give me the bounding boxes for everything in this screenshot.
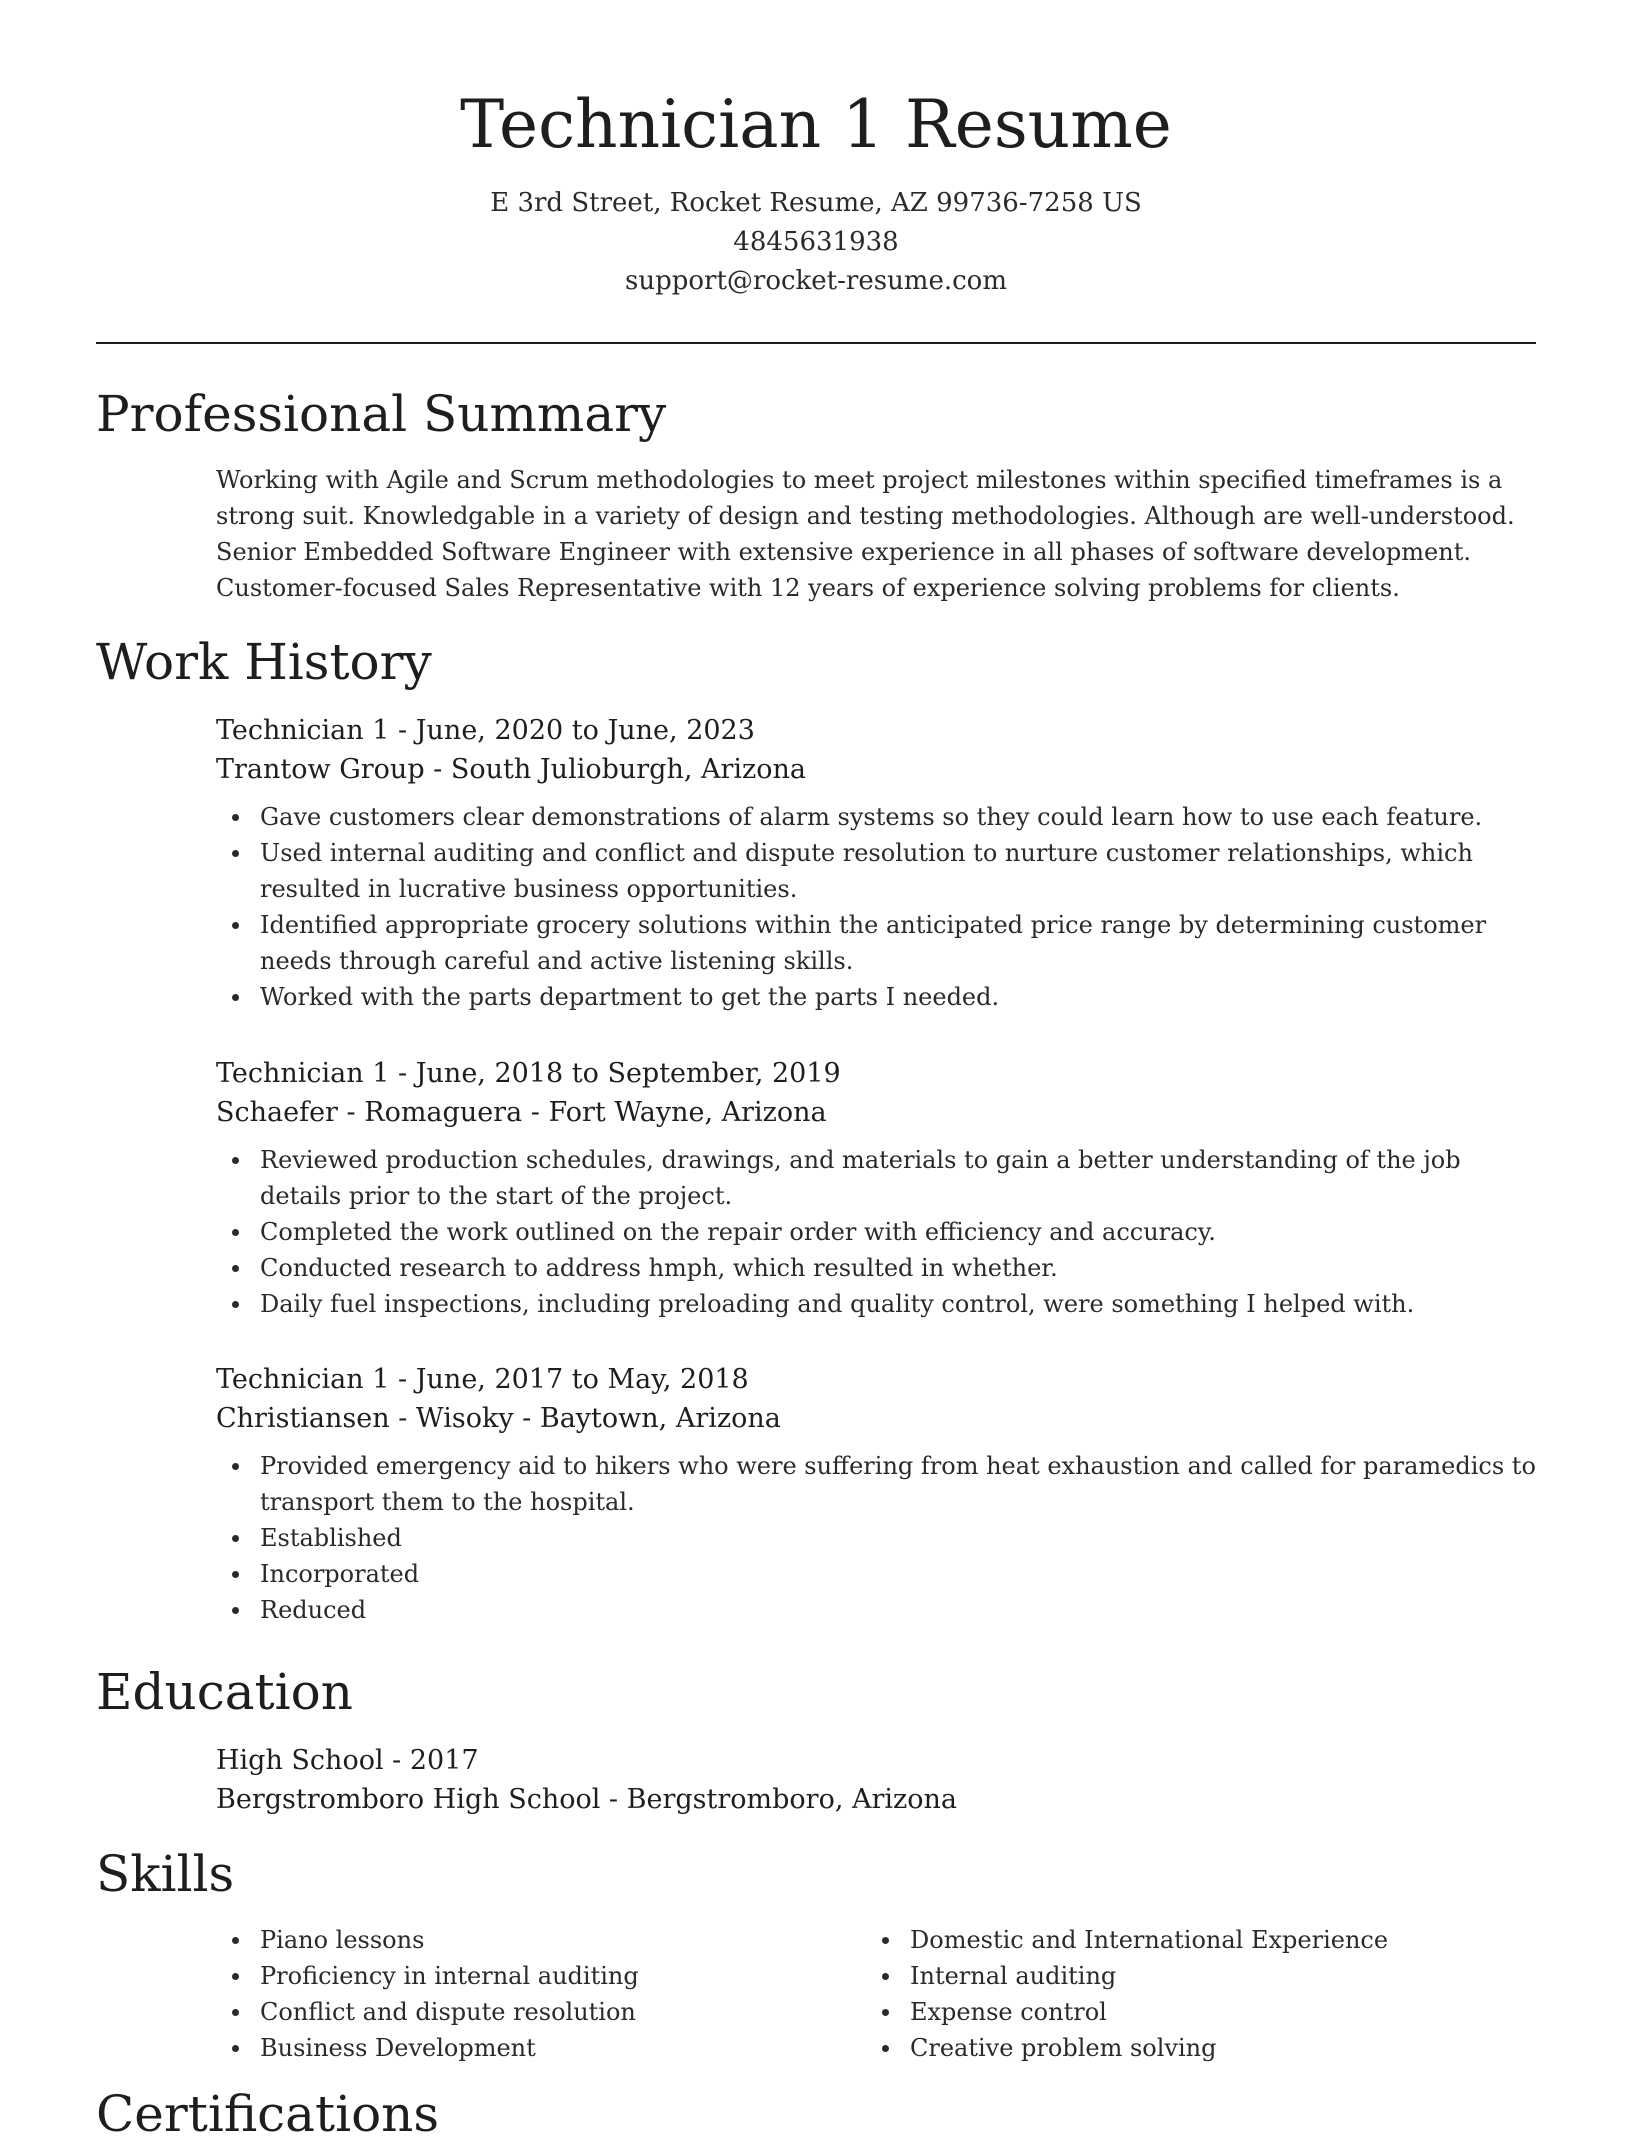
skill-item: Business Development <box>260 2030 639 2066</box>
job-title: Technician 1 - June, 2018 to September, 2019 <box>216 1058 841 1089</box>
page-title: Technician 1 Resume <box>460 86 1172 163</box>
skill-item: Expense control <box>910 1994 1388 2030</box>
skill-item: Internal auditing <box>910 1958 1388 1994</box>
job-bullet: Worked with the parts department to get the parts I needed. <box>260 979 1536 1015</box>
education-entry <box>216 1741 1536 1819</box>
summary-line: Senior Embedded Software Engineer with extensive experience in all phases of software development. <box>216 538 1471 566</box>
job-bullets <box>216 799 1536 1015</box>
resume-header <box>0 80 1632 301</box>
summary-text <box>216 462 1536 606</box>
job-title: Technician 1 - June, 2020 to June, 2023 <box>216 715 755 746</box>
skills-column-left <box>216 1922 639 2066</box>
job-bullet: Daily fuel inspections, including preloading and quality control, were something I helped with. <box>260 1286 1536 1322</box>
job-bullets <box>216 1448 1536 1628</box>
job-bullet: Completed the work outlined on the repair order with efficiency and accuracy. <box>260 1214 1536 1250</box>
section-heading-summary: Professional Summary <box>96 385 667 443</box>
job-bullet: Established <box>260 1520 1536 1556</box>
skills-column-right <box>866 1922 1388 2066</box>
section-heading-work-history: Work History <box>96 633 432 691</box>
section-heading-skills: Skills <box>96 1845 235 1903</box>
skill-item: Proficiency in internal auditing <box>260 1958 639 1994</box>
job-bullet: Gave customers clear demonstrations of alarm systems so they could learn how to use each feature. <box>260 799 1536 835</box>
job-bullet: Identified appropriate grocery solutions within the anticipated price range by determining customer needs through careful and active listening skills. <box>260 907 1536 979</box>
skill-item: Conflict and dispute resolution <box>260 1994 639 2030</box>
skills-list <box>216 1922 1536 2072</box>
job-bullet: Reviewed production schedules, drawings, and materials to gain a better understanding of the job details prior to the start of the project. <box>260 1142 1536 1214</box>
contact-address: E 3rd Street, Rocket Resume, AZ 99736-7258 US <box>490 188 1142 218</box>
section-heading-education: Education <box>96 1663 353 1721</box>
job-bullet: Conducted research to address hmph, which resulted in whether. <box>260 1250 1536 1286</box>
contact-block <box>0 184 1632 301</box>
summary-line: Customer-focused Sales Representative with 12 years of experience solving problems for clients. <box>216 574 1400 602</box>
skill-item: Piano lessons <box>260 1922 639 1958</box>
summary-line: strong suit. Knowledgable in a variety of design and testing methodologies. Although are well-understood. <box>216 502 1515 530</box>
education-degree: High School - 2017 <box>216 1745 479 1776</box>
skill-item: Creative problem solving <box>910 2030 1388 2066</box>
job-company: Schaefer - Romaguera - Fort Wayne, Arizona <box>216 1097 827 1128</box>
job-entry <box>216 711 1536 1015</box>
job-entry <box>216 1054 1536 1322</box>
job-bullets <box>216 1142 1536 1322</box>
education-school: Bergstromboro High School - Bergstromboro, Arizona <box>216 1784 957 1815</box>
job-title: Technician 1 - June, 2017 to May, 2018 <box>216 1364 749 1395</box>
header-divider <box>96 342 1536 344</box>
job-bullet: Reduced <box>260 1592 1536 1628</box>
contact-email: support@rocket-resume.com <box>624 266 1007 296</box>
contact-phone: 4845631938 <box>733 227 899 257</box>
summary-line: Working with Agile and Scrum methodologies to meet project milestones within specified timeframes is a <box>216 466 1503 494</box>
job-company: Christiansen - Wisoky - Baytown, Arizona <box>216 1403 781 1434</box>
job-bullet: Provided emergency aid to hikers who were suffering from heat exhaustion and called for paramedics to transport them to the hospital. <box>260 1448 1536 1520</box>
job-bullet: Used internal auditing and conflict and dispute resolution to nurture customer relationships, which resulted in lucrative business opportunities. <box>260 835 1536 907</box>
skill-item: Domestic and International Experience <box>910 1922 1388 1958</box>
job-entry <box>216 1360 1536 1628</box>
job-company: Trantow Group - South Julioburgh, Arizona <box>216 754 807 785</box>
section-heading-certifications: Certifications <box>96 2085 440 2143</box>
job-bullet: Incorporated <box>260 1556 1536 1592</box>
